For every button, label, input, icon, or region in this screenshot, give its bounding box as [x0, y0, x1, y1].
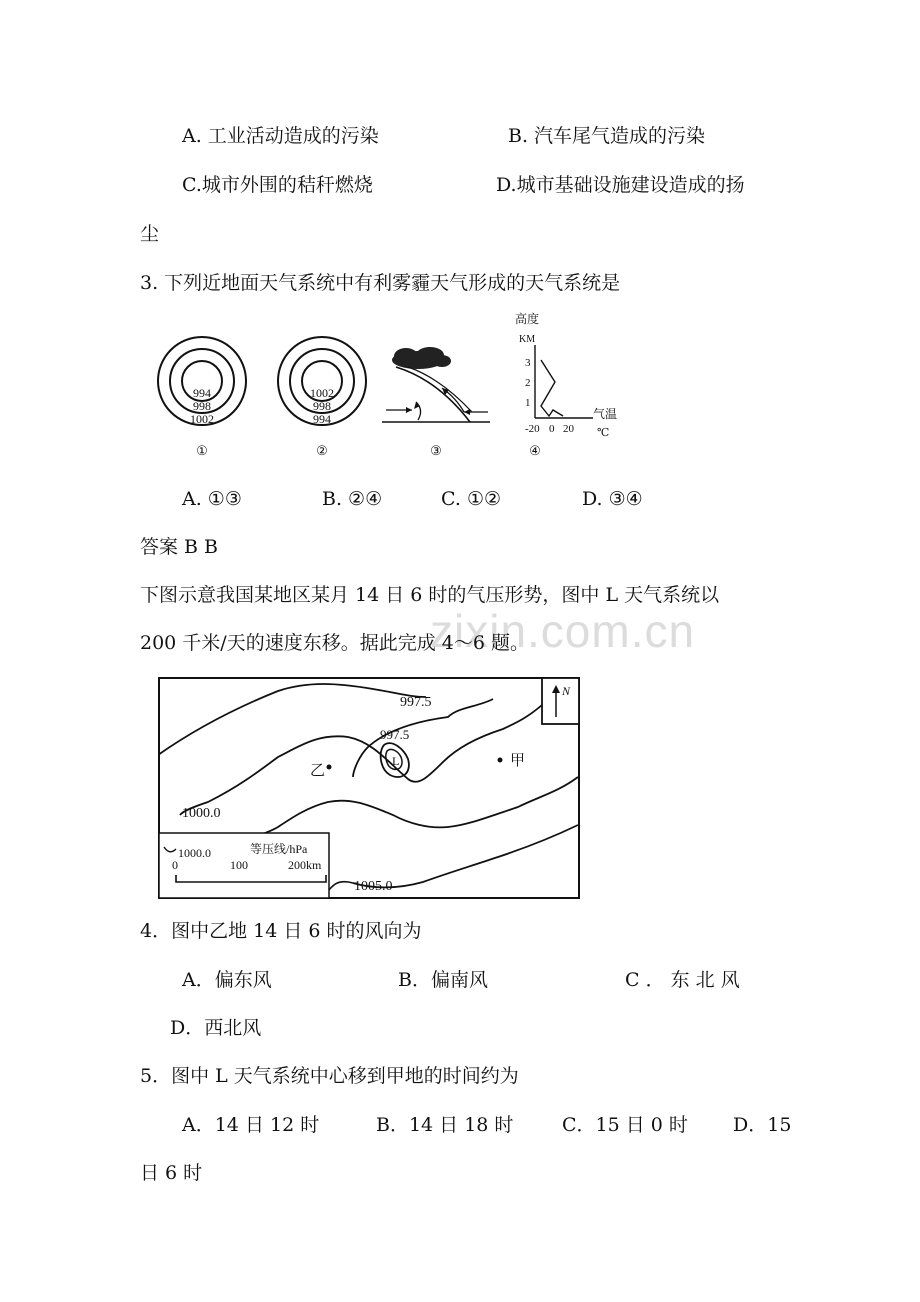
- q4-option-d: D．西北风: [170, 1017, 262, 1039]
- fig4-xtick-2: 0: [549, 423, 555, 435]
- legend-isobar-text: 等压线/hPa: [250, 842, 308, 856]
- isobar-top-label: 997.5: [400, 695, 432, 710]
- fig2-caption: ②: [316, 443, 328, 458]
- north-label: N: [562, 684, 571, 698]
- watermark: zixin.com.cn: [430, 605, 696, 657]
- legend-isobar-value: 1000.0: [178, 846, 211, 860]
- fig1-caption: ①: [196, 443, 208, 458]
- place-jia-point: [498, 758, 503, 763]
- fig4-ytick-1: 1: [525, 397, 531, 409]
- q3-option-a: A. ①③: [182, 488, 242, 510]
- fig4-ytick-2: 2: [525, 377, 531, 389]
- intro-line-1: 下图示意我国某地区某月 14 日 6 时的气压形势，图中 L 天气系统以: [140, 584, 720, 606]
- q5-option-b: B．14 日 18 时: [376, 1114, 514, 1136]
- scale-tick-0: 0: [172, 858, 178, 872]
- q2-option-c: C.城市外围的秸秆燃烧: [182, 174, 373, 196]
- q2-option-b: B. 汽车尾气造成的污染: [508, 125, 706, 147]
- fig4-yunit: KM: [519, 334, 536, 345]
- fig3-caption: ③: [430, 443, 442, 458]
- place-yi-label: 乙: [310, 763, 326, 779]
- fig1-label-outer: 1002: [190, 412, 214, 426]
- q5-option-a: A．14 日 12 时: [182, 1114, 320, 1136]
- q3-figure-2: [275, 325, 370, 460]
- q4-option-b: B．偏南风: [398, 969, 488, 991]
- q3-option-b: B. ②④: [322, 488, 383, 510]
- fig1-label-mid: 998: [193, 399, 211, 413]
- fig2-label-inner: 1002: [310, 386, 334, 400]
- q5-stem: 5．图中 L 天气系统中心移到甲地的时间约为: [140, 1065, 519, 1087]
- q2-option-d-cont: 尘: [140, 223, 160, 245]
- isobar-bottom-label: 1005.0: [354, 879, 393, 894]
- isobar-map: [158, 677, 580, 899]
- answer: 答案 B B: [140, 536, 219, 558]
- q2-option-a: A. 工业活动造成的污染: [182, 125, 379, 147]
- q5-option-c: C．15 日 0 时: [562, 1114, 688, 1136]
- cloud-icon: [392, 347, 451, 369]
- q3-option-c: C. ①②: [441, 488, 502, 510]
- q5-option-d-cont: 日 6 时: [140, 1162, 203, 1184]
- fig4-xlabel: 气温: [593, 407, 618, 421]
- fig4-ytick-3: 3: [525, 357, 531, 369]
- isobar-left-label: 1000.0: [182, 806, 221, 821]
- low-center-label: L: [392, 754, 400, 768]
- fig1-label-inner: 994: [193, 386, 211, 400]
- q3-figure-1: [155, 325, 250, 460]
- fig4-xtick-3: 20: [563, 423, 574, 435]
- place-jia-label: 甲: [510, 753, 526, 769]
- q3-figure-3: [378, 340, 493, 460]
- fig4-ylabel: 高度: [515, 312, 540, 326]
- q4-option-a: A．偏东风: [182, 969, 272, 991]
- q3-figure-4: [505, 310, 645, 460]
- fig4-caption: ④: [529, 443, 541, 458]
- scale-tick-100: 100: [230, 858, 248, 872]
- scale-tick-200: 200km: [288, 858, 322, 872]
- isobar-low-label: 997.5: [380, 727, 410, 742]
- q4-option-c: C ． 东 北 风: [625, 969, 740, 991]
- intro-line-2: 200 千米/天的速度东移。据此完成 4～6 题。: [140, 632, 529, 654]
- fig2-label-mid: 998: [313, 399, 331, 413]
- q4-stem: 4．图中乙地 14 日 6 时的风向为: [140, 920, 422, 942]
- place-yi-point: [327, 765, 332, 770]
- q5-option-d: D．15: [733, 1114, 792, 1136]
- q3-stem: 3. 下列近地面天气系统中有利雾霾天气形成的天气系统是: [140, 272, 621, 294]
- q2-option-d: D.城市基础设施建设造成的扬: [496, 174, 745, 196]
- fig4-xunit: ℃: [597, 427, 610, 439]
- fig4-xtick-1: -20: [525, 423, 540, 435]
- q3-option-d: D. ③④: [582, 488, 643, 510]
- fig2-label-outer: 994: [313, 412, 331, 426]
